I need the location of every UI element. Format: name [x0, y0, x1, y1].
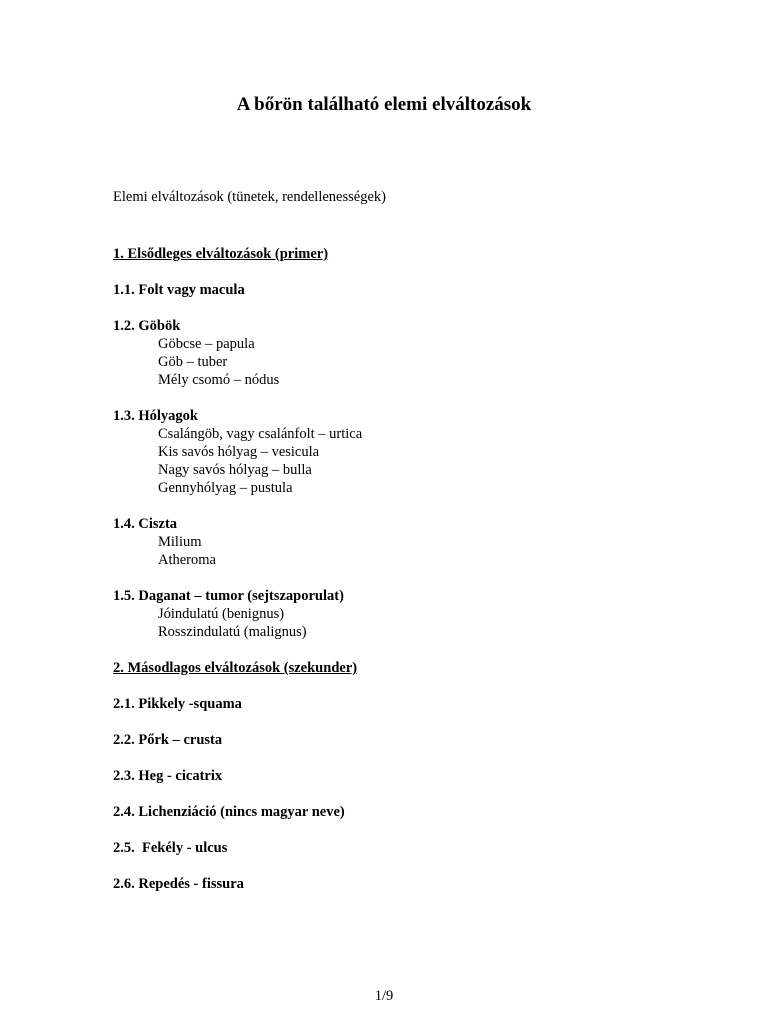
group-1-2 — [113, 317, 713, 389]
list-item: Csalángöb, vagy csalánfolt – urtica — [158, 426, 363, 442]
list-item: Milium — [158, 534, 202, 550]
secondary-item: 2.1. Pikkely -squama — [113, 696, 242, 712]
list-item: Mély csomó – nódus — [158, 372, 280, 388]
list-item: Jóindulatú (benignus) — [158, 606, 285, 622]
group-1-4 — [113, 515, 713, 569]
secondary-item: 2.3. Heg - cicatrix — [113, 768, 223, 784]
list-item: Göbcse – papula — [158, 336, 255, 352]
list-item: Kis savós hólyag – vesicula — [158, 444, 320, 460]
group-1-1 — [113, 281, 713, 299]
secondary-item: 2.5. Fekély - ulcus — [113, 840, 228, 856]
document-content — [113, 245, 713, 911]
secondary-section-heading: 2. Másodlagos elváltozások (szekunder) — [113, 660, 358, 676]
list-item: Atheroma — [158, 552, 216, 568]
group-title: 1.3. Hólyagok — [113, 408, 198, 424]
group-1-5 — [113, 587, 713, 641]
page-number: 1/9 — [374, 988, 394, 1004]
secondary-item: 2.6. Repedés - fissura — [113, 876, 244, 892]
list-item: Nagy savós hólyag – bulla — [158, 462, 312, 478]
page-title: A bőrön található elemi elváltozások — [236, 94, 532, 115]
list-item: Gennyhólyag – pustula — [158, 480, 293, 496]
group-title: 1.2. Göbök — [113, 318, 181, 334]
primary-section-heading: 1. Elsődleges elváltozások (primer) — [113, 246, 329, 262]
group-title: 1.5. Daganat – tumor (sejtszaporulat) — [113, 588, 344, 604]
intro-text: Elemi elváltozások (tünetek, rendellenességek) — [113, 189, 386, 205]
list-item: Göb – tuber — [158, 354, 228, 370]
group-title: 1.4. Ciszta — [113, 516, 178, 532]
secondary-item: 2.2. Pőrk – crusta — [113, 732, 223, 748]
list-item: Rosszindulatú (malignus) — [158, 624, 307, 640]
secondary-item: 2.4. Lichenziáció (nincs magyar neve) — [113, 804, 345, 820]
group-1-3 — [113, 407, 713, 497]
group-title: 1.1. Folt vagy macula — [113, 282, 245, 298]
